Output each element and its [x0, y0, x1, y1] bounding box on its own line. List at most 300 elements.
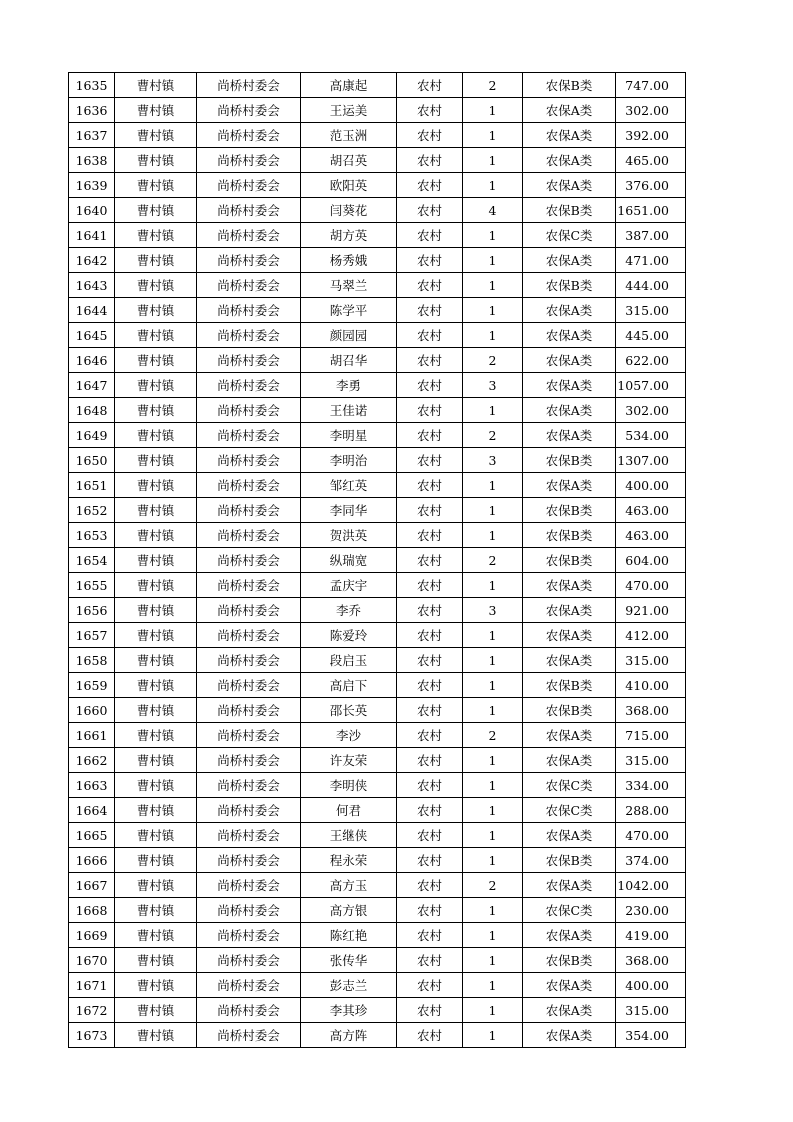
town-cell: 曹村镇	[115, 148, 197, 173]
serial-number-cell: 1665	[69, 823, 115, 848]
name-cell: 高康起	[301, 73, 397, 98]
serial-number-cell: 1662	[69, 748, 115, 773]
table-row	[69, 673, 686, 698]
village-committee-cell: 尚桥村委会	[197, 623, 301, 648]
name-cell: 纵瑞宽	[301, 548, 397, 573]
category-cell: 农保B类	[523, 498, 616, 523]
household-type-cell: 农村	[397, 998, 463, 1023]
town-cell: 曹村镇	[115, 823, 197, 848]
person-count-cell: 2	[463, 873, 523, 898]
table-row	[69, 723, 686, 748]
category-cell: 农保A类	[523, 923, 616, 948]
table-row	[69, 748, 686, 773]
category-cell: 农保A类	[523, 148, 616, 173]
village-committee-cell: 尚桥村委会	[197, 698, 301, 723]
person-count-cell: 1	[463, 273, 523, 298]
household-type-cell: 农村	[397, 123, 463, 148]
village-committee-cell: 尚桥村委会	[197, 948, 301, 973]
amount-cell: 400.00	[616, 973, 686, 998]
serial-number-cell: 1635	[69, 73, 115, 98]
town-cell: 曹村镇	[115, 348, 197, 373]
name-cell: 高启下	[301, 673, 397, 698]
table-row	[69, 423, 686, 448]
table-row	[69, 548, 686, 573]
amount-cell: 463.00	[616, 498, 686, 523]
village-committee-cell: 尚桥村委会	[197, 548, 301, 573]
person-count-cell: 4	[463, 198, 523, 223]
village-committee-cell: 尚桥村委会	[197, 223, 301, 248]
amount-cell: 400.00	[616, 473, 686, 498]
town-cell: 曹村镇	[115, 423, 197, 448]
person-count-cell: 1	[463, 498, 523, 523]
name-cell: 邹红英	[301, 473, 397, 498]
person-count-cell: 1	[463, 573, 523, 598]
category-cell: 农保A类	[523, 723, 616, 748]
name-cell: 李明星	[301, 423, 397, 448]
person-count-cell: 1	[463, 648, 523, 673]
village-committee-cell: 尚桥村委会	[197, 598, 301, 623]
category-cell: 农保A类	[523, 998, 616, 1023]
name-cell: 颜园园	[301, 323, 397, 348]
village-committee-cell: 尚桥村委会	[197, 298, 301, 323]
village-committee-cell: 尚桥村委会	[197, 273, 301, 298]
town-cell: 曹村镇	[115, 798, 197, 823]
household-type-cell: 农村	[397, 773, 463, 798]
name-cell: 李勇	[301, 373, 397, 398]
village-committee-cell: 尚桥村委会	[197, 373, 301, 398]
household-type-cell: 农村	[397, 573, 463, 598]
town-cell: 曹村镇	[115, 948, 197, 973]
amount-cell: 374.00	[616, 848, 686, 873]
village-committee-cell: 尚桥村委会	[197, 198, 301, 223]
serial-number-cell: 1663	[69, 773, 115, 798]
table-row	[69, 348, 686, 373]
household-type-cell: 农村	[397, 648, 463, 673]
person-count-cell: 1	[463, 123, 523, 148]
person-count-cell: 1	[463, 623, 523, 648]
name-cell: 李同华	[301, 498, 397, 523]
name-cell: 陈爱玲	[301, 623, 397, 648]
town-cell: 曹村镇	[115, 498, 197, 523]
table-row	[69, 598, 686, 623]
household-type-cell: 农村	[397, 273, 463, 298]
serial-number-cell: 1657	[69, 623, 115, 648]
village-committee-cell: 尚桥村委会	[197, 398, 301, 423]
household-type-cell: 农村	[397, 73, 463, 98]
town-cell: 曹村镇	[115, 673, 197, 698]
serial-number-cell: 1650	[69, 448, 115, 473]
name-cell: 李乔	[301, 598, 397, 623]
household-type-cell: 农村	[397, 923, 463, 948]
name-cell: 胡召英	[301, 148, 397, 173]
amount-cell: 1651.00	[616, 198, 686, 223]
name-cell: 闫葵花	[301, 198, 397, 223]
town-cell: 曹村镇	[115, 923, 197, 948]
village-committee-cell: 尚桥村委会	[197, 523, 301, 548]
village-committee-cell: 尚桥村委会	[197, 673, 301, 698]
household-type-cell: 农村	[397, 523, 463, 548]
person-count-cell: 1	[463, 673, 523, 698]
serial-number-cell: 1649	[69, 423, 115, 448]
person-count-cell: 1	[463, 298, 523, 323]
town-cell: 曹村镇	[115, 873, 197, 898]
amount-cell: 747.00	[616, 73, 686, 98]
table-row	[69, 148, 686, 173]
table-row	[69, 373, 686, 398]
household-type-cell: 农村	[397, 698, 463, 723]
household-type-cell: 农村	[397, 248, 463, 273]
serial-number-cell: 1641	[69, 223, 115, 248]
person-count-cell: 2	[463, 548, 523, 573]
amount-cell: 470.00	[616, 823, 686, 848]
category-cell: 农保B类	[523, 848, 616, 873]
category-cell: 农保A类	[523, 373, 616, 398]
household-type-cell: 农村	[397, 598, 463, 623]
town-cell: 曹村镇	[115, 223, 197, 248]
town-cell: 曹村镇	[115, 598, 197, 623]
household-type-cell: 农村	[397, 373, 463, 398]
name-cell: 王继侠	[301, 823, 397, 848]
town-cell: 曹村镇	[115, 848, 197, 873]
category-cell: 农保C类	[523, 898, 616, 923]
category-cell: 农保A类	[523, 398, 616, 423]
village-committee-cell: 尚桥村委会	[197, 898, 301, 923]
household-type-cell: 农村	[397, 148, 463, 173]
amount-cell: 368.00	[616, 948, 686, 973]
table-row	[69, 873, 686, 898]
name-cell: 陈学平	[301, 298, 397, 323]
household-type-cell: 农村	[397, 323, 463, 348]
person-count-cell: 1	[463, 98, 523, 123]
town-cell: 曹村镇	[115, 373, 197, 398]
town-cell: 曹村镇	[115, 473, 197, 498]
amount-cell: 534.00	[616, 423, 686, 448]
category-cell: 农保A类	[523, 648, 616, 673]
household-type-cell: 农村	[397, 98, 463, 123]
table-row	[69, 498, 686, 523]
household-type-cell: 农村	[397, 498, 463, 523]
category-cell: 农保B类	[523, 948, 616, 973]
name-cell: 王运美	[301, 98, 397, 123]
person-count-cell: 2	[463, 348, 523, 373]
household-type-cell: 农村	[397, 748, 463, 773]
amount-cell: 419.00	[616, 923, 686, 948]
person-count-cell: 1	[463, 523, 523, 548]
table-row	[69, 473, 686, 498]
household-type-cell: 农村	[397, 448, 463, 473]
village-committee-cell: 尚桥村委会	[197, 923, 301, 948]
category-cell: 农保A类	[523, 873, 616, 898]
serial-number-cell: 1660	[69, 698, 115, 723]
category-cell: 农保B类	[523, 273, 616, 298]
household-type-cell: 农村	[397, 973, 463, 998]
village-committee-cell: 尚桥村委会	[197, 773, 301, 798]
serial-number-cell: 1671	[69, 973, 115, 998]
village-committee-cell: 尚桥村委会	[197, 723, 301, 748]
village-committee-cell: 尚桥村委会	[197, 323, 301, 348]
household-type-cell: 农村	[397, 423, 463, 448]
serial-number-cell: 1670	[69, 948, 115, 973]
town-cell: 曹村镇	[115, 523, 197, 548]
village-committee-cell: 尚桥村委会	[197, 1023, 301, 1048]
name-cell: 胡方英	[301, 223, 397, 248]
household-type-cell: 农村	[397, 223, 463, 248]
name-cell: 贺洪英	[301, 523, 397, 548]
serial-number-cell: 1667	[69, 873, 115, 898]
town-cell: 曹村镇	[115, 998, 197, 1023]
village-committee-cell: 尚桥村委会	[197, 798, 301, 823]
town-cell: 曹村镇	[115, 748, 197, 773]
person-count-cell: 1	[463, 998, 523, 1023]
town-cell: 曹村镇	[115, 723, 197, 748]
person-count-cell: 3	[463, 448, 523, 473]
town-cell: 曹村镇	[115, 773, 197, 798]
amount-cell: 465.00	[616, 148, 686, 173]
household-type-cell: 农村	[397, 848, 463, 873]
serial-number-cell: 1642	[69, 248, 115, 273]
amount-cell: 288.00	[616, 798, 686, 823]
household-type-cell: 农村	[397, 948, 463, 973]
town-cell: 曹村镇	[115, 448, 197, 473]
name-cell: 李其珍	[301, 998, 397, 1023]
town-cell: 曹村镇	[115, 648, 197, 673]
village-committee-cell: 尚桥村委会	[197, 823, 301, 848]
person-count-cell: 1	[463, 698, 523, 723]
name-cell: 高方阵	[301, 1023, 397, 1048]
serial-number-cell: 1655	[69, 573, 115, 598]
town-cell: 曹村镇	[115, 98, 197, 123]
village-committee-cell: 尚桥村委会	[197, 123, 301, 148]
person-count-cell: 1	[463, 848, 523, 873]
town-cell: 曹村镇	[115, 698, 197, 723]
household-type-cell: 农村	[397, 673, 463, 698]
category-cell: 农保B类	[523, 548, 616, 573]
category-cell: 农保B类	[523, 523, 616, 548]
category-cell: 农保A类	[523, 1023, 616, 1048]
table-row	[69, 323, 686, 348]
category-cell: 农保A类	[523, 123, 616, 148]
table-row	[69, 223, 686, 248]
serial-number-cell: 1666	[69, 848, 115, 873]
household-type-cell: 农村	[397, 1023, 463, 1048]
person-count-cell: 3	[463, 598, 523, 623]
person-count-cell: 1	[463, 773, 523, 798]
amount-cell: 410.00	[616, 673, 686, 698]
table-row	[69, 923, 686, 948]
village-committee-cell: 尚桥村委会	[197, 248, 301, 273]
name-cell: 孟庆宇	[301, 573, 397, 598]
person-count-cell: 1	[463, 798, 523, 823]
name-cell: 张传华	[301, 948, 397, 973]
town-cell: 曹村镇	[115, 298, 197, 323]
table-row	[69, 623, 686, 648]
amount-cell: 334.00	[616, 773, 686, 798]
amount-cell: 302.00	[616, 398, 686, 423]
person-count-cell: 1	[463, 323, 523, 348]
person-count-cell: 1	[463, 1023, 523, 1048]
name-cell: 王佳诺	[301, 398, 397, 423]
amount-cell: 445.00	[616, 323, 686, 348]
village-committee-cell: 尚桥村委会	[197, 573, 301, 598]
category-cell: 农保A类	[523, 473, 616, 498]
category-cell: 农保B类	[523, 448, 616, 473]
town-cell: 曹村镇	[115, 248, 197, 273]
serial-number-cell: 1644	[69, 298, 115, 323]
town-cell: 曹村镇	[115, 323, 197, 348]
category-cell: 农保B类	[523, 198, 616, 223]
serial-number-cell: 1638	[69, 148, 115, 173]
table-row	[69, 123, 686, 148]
person-count-cell: 1	[463, 898, 523, 923]
household-type-cell: 农村	[397, 473, 463, 498]
table-row	[69, 448, 686, 473]
name-cell: 李明侠	[301, 773, 397, 798]
person-count-cell: 3	[463, 373, 523, 398]
category-cell: 农保A类	[523, 98, 616, 123]
village-committee-cell: 尚桥村委会	[197, 873, 301, 898]
person-count-cell: 1	[463, 973, 523, 998]
category-cell: 农保B类	[523, 698, 616, 723]
village-committee-cell: 尚桥村委会	[197, 998, 301, 1023]
name-cell: 李沙	[301, 723, 397, 748]
name-cell: 段启玉	[301, 648, 397, 673]
serial-number-cell: 1661	[69, 723, 115, 748]
table-row	[69, 823, 686, 848]
category-cell: 农保A类	[523, 248, 616, 273]
serial-number-cell: 1636	[69, 98, 115, 123]
amount-cell: 471.00	[616, 248, 686, 273]
category-cell: 农保A类	[523, 973, 616, 998]
category-cell: 农保C类	[523, 223, 616, 248]
name-cell: 何君	[301, 798, 397, 823]
serial-number-cell: 1658	[69, 648, 115, 673]
village-committee-cell: 尚桥村委会	[197, 73, 301, 98]
table-row	[69, 398, 686, 423]
category-cell: 农保A类	[523, 623, 616, 648]
town-cell: 曹村镇	[115, 973, 197, 998]
amount-cell: 302.00	[616, 98, 686, 123]
name-cell: 范玉洲	[301, 123, 397, 148]
table-row	[69, 573, 686, 598]
amount-cell: 1307.00	[616, 448, 686, 473]
town-cell: 曹村镇	[115, 123, 197, 148]
village-committee-cell: 尚桥村委会	[197, 648, 301, 673]
town-cell: 曹村镇	[115, 898, 197, 923]
person-count-cell: 1	[463, 248, 523, 273]
village-committee-cell: 尚桥村委会	[197, 473, 301, 498]
serial-number-cell: 1654	[69, 548, 115, 573]
table-row	[69, 773, 686, 798]
amount-cell: 315.00	[616, 748, 686, 773]
household-type-cell: 农村	[397, 873, 463, 898]
village-committee-cell: 尚桥村委会	[197, 748, 301, 773]
person-count-cell: 1	[463, 923, 523, 948]
village-committee-cell: 尚桥村委会	[197, 148, 301, 173]
amount-cell: 470.00	[616, 573, 686, 598]
category-cell: 农保A类	[523, 573, 616, 598]
amount-cell: 387.00	[616, 223, 686, 248]
table-row	[69, 273, 686, 298]
household-type-cell: 农村	[397, 398, 463, 423]
serial-number-cell: 1639	[69, 173, 115, 198]
serial-number-cell: 1668	[69, 898, 115, 923]
serial-number-cell: 1640	[69, 198, 115, 223]
amount-cell: 354.00	[616, 1023, 686, 1048]
person-count-cell: 1	[463, 173, 523, 198]
serial-number-cell: 1672	[69, 998, 115, 1023]
town-cell: 曹村镇	[115, 573, 197, 598]
household-type-cell: 农村	[397, 548, 463, 573]
household-type-cell: 农村	[397, 298, 463, 323]
serial-number-cell: 1651	[69, 473, 115, 498]
table-row	[69, 973, 686, 998]
town-cell: 曹村镇	[115, 73, 197, 98]
amount-cell: 315.00	[616, 998, 686, 1023]
person-count-cell: 2	[463, 73, 523, 98]
village-committee-cell: 尚桥村委会	[197, 973, 301, 998]
category-cell: 农保A类	[523, 423, 616, 448]
amount-cell: 412.00	[616, 623, 686, 648]
category-cell: 农保B类	[523, 673, 616, 698]
town-cell: 曹村镇	[115, 198, 197, 223]
town-cell: 曹村镇	[115, 548, 197, 573]
name-cell: 高方玉	[301, 873, 397, 898]
amount-cell: 315.00	[616, 648, 686, 673]
category-cell: 农保B类	[523, 73, 616, 98]
amount-cell: 1042.00	[616, 873, 686, 898]
name-cell: 高方银	[301, 898, 397, 923]
serial-number-cell: 1637	[69, 123, 115, 148]
serial-number-cell: 1669	[69, 923, 115, 948]
category-cell: 农保A类	[523, 323, 616, 348]
name-cell: 陈红艳	[301, 923, 397, 948]
amount-cell: 715.00	[616, 723, 686, 748]
household-type-cell: 农村	[397, 898, 463, 923]
serial-number-cell: 1652	[69, 498, 115, 523]
category-cell: 农保A类	[523, 598, 616, 623]
amount-cell: 444.00	[616, 273, 686, 298]
amount-cell: 921.00	[616, 598, 686, 623]
category-cell: 农保A类	[523, 823, 616, 848]
table-row	[69, 948, 686, 973]
table-row	[69, 798, 686, 823]
table-row	[69, 98, 686, 123]
category-cell: 农保A类	[523, 748, 616, 773]
person-count-cell: 1	[463, 223, 523, 248]
village-committee-cell: 尚桥村委会	[197, 448, 301, 473]
category-cell: 农保C类	[523, 773, 616, 798]
town-cell: 曹村镇	[115, 398, 197, 423]
table-row	[69, 173, 686, 198]
serial-number-cell: 1673	[69, 1023, 115, 1048]
table-body	[69, 73, 686, 1048]
town-cell: 曹村镇	[115, 273, 197, 298]
name-cell: 马翠兰	[301, 273, 397, 298]
household-type-cell: 农村	[397, 723, 463, 748]
serial-number-cell: 1653	[69, 523, 115, 548]
table-row	[69, 523, 686, 548]
village-committee-cell: 尚桥村委会	[197, 498, 301, 523]
name-cell: 彭志兰	[301, 973, 397, 998]
serial-number-cell: 1645	[69, 323, 115, 348]
category-cell: 农保A类	[523, 348, 616, 373]
allowance-table	[68, 72, 686, 1048]
household-type-cell: 农村	[397, 823, 463, 848]
village-committee-cell: 尚桥村委会	[197, 98, 301, 123]
table-row	[69, 998, 686, 1023]
serial-number-cell: 1656	[69, 598, 115, 623]
town-cell: 曹村镇	[115, 1023, 197, 1048]
